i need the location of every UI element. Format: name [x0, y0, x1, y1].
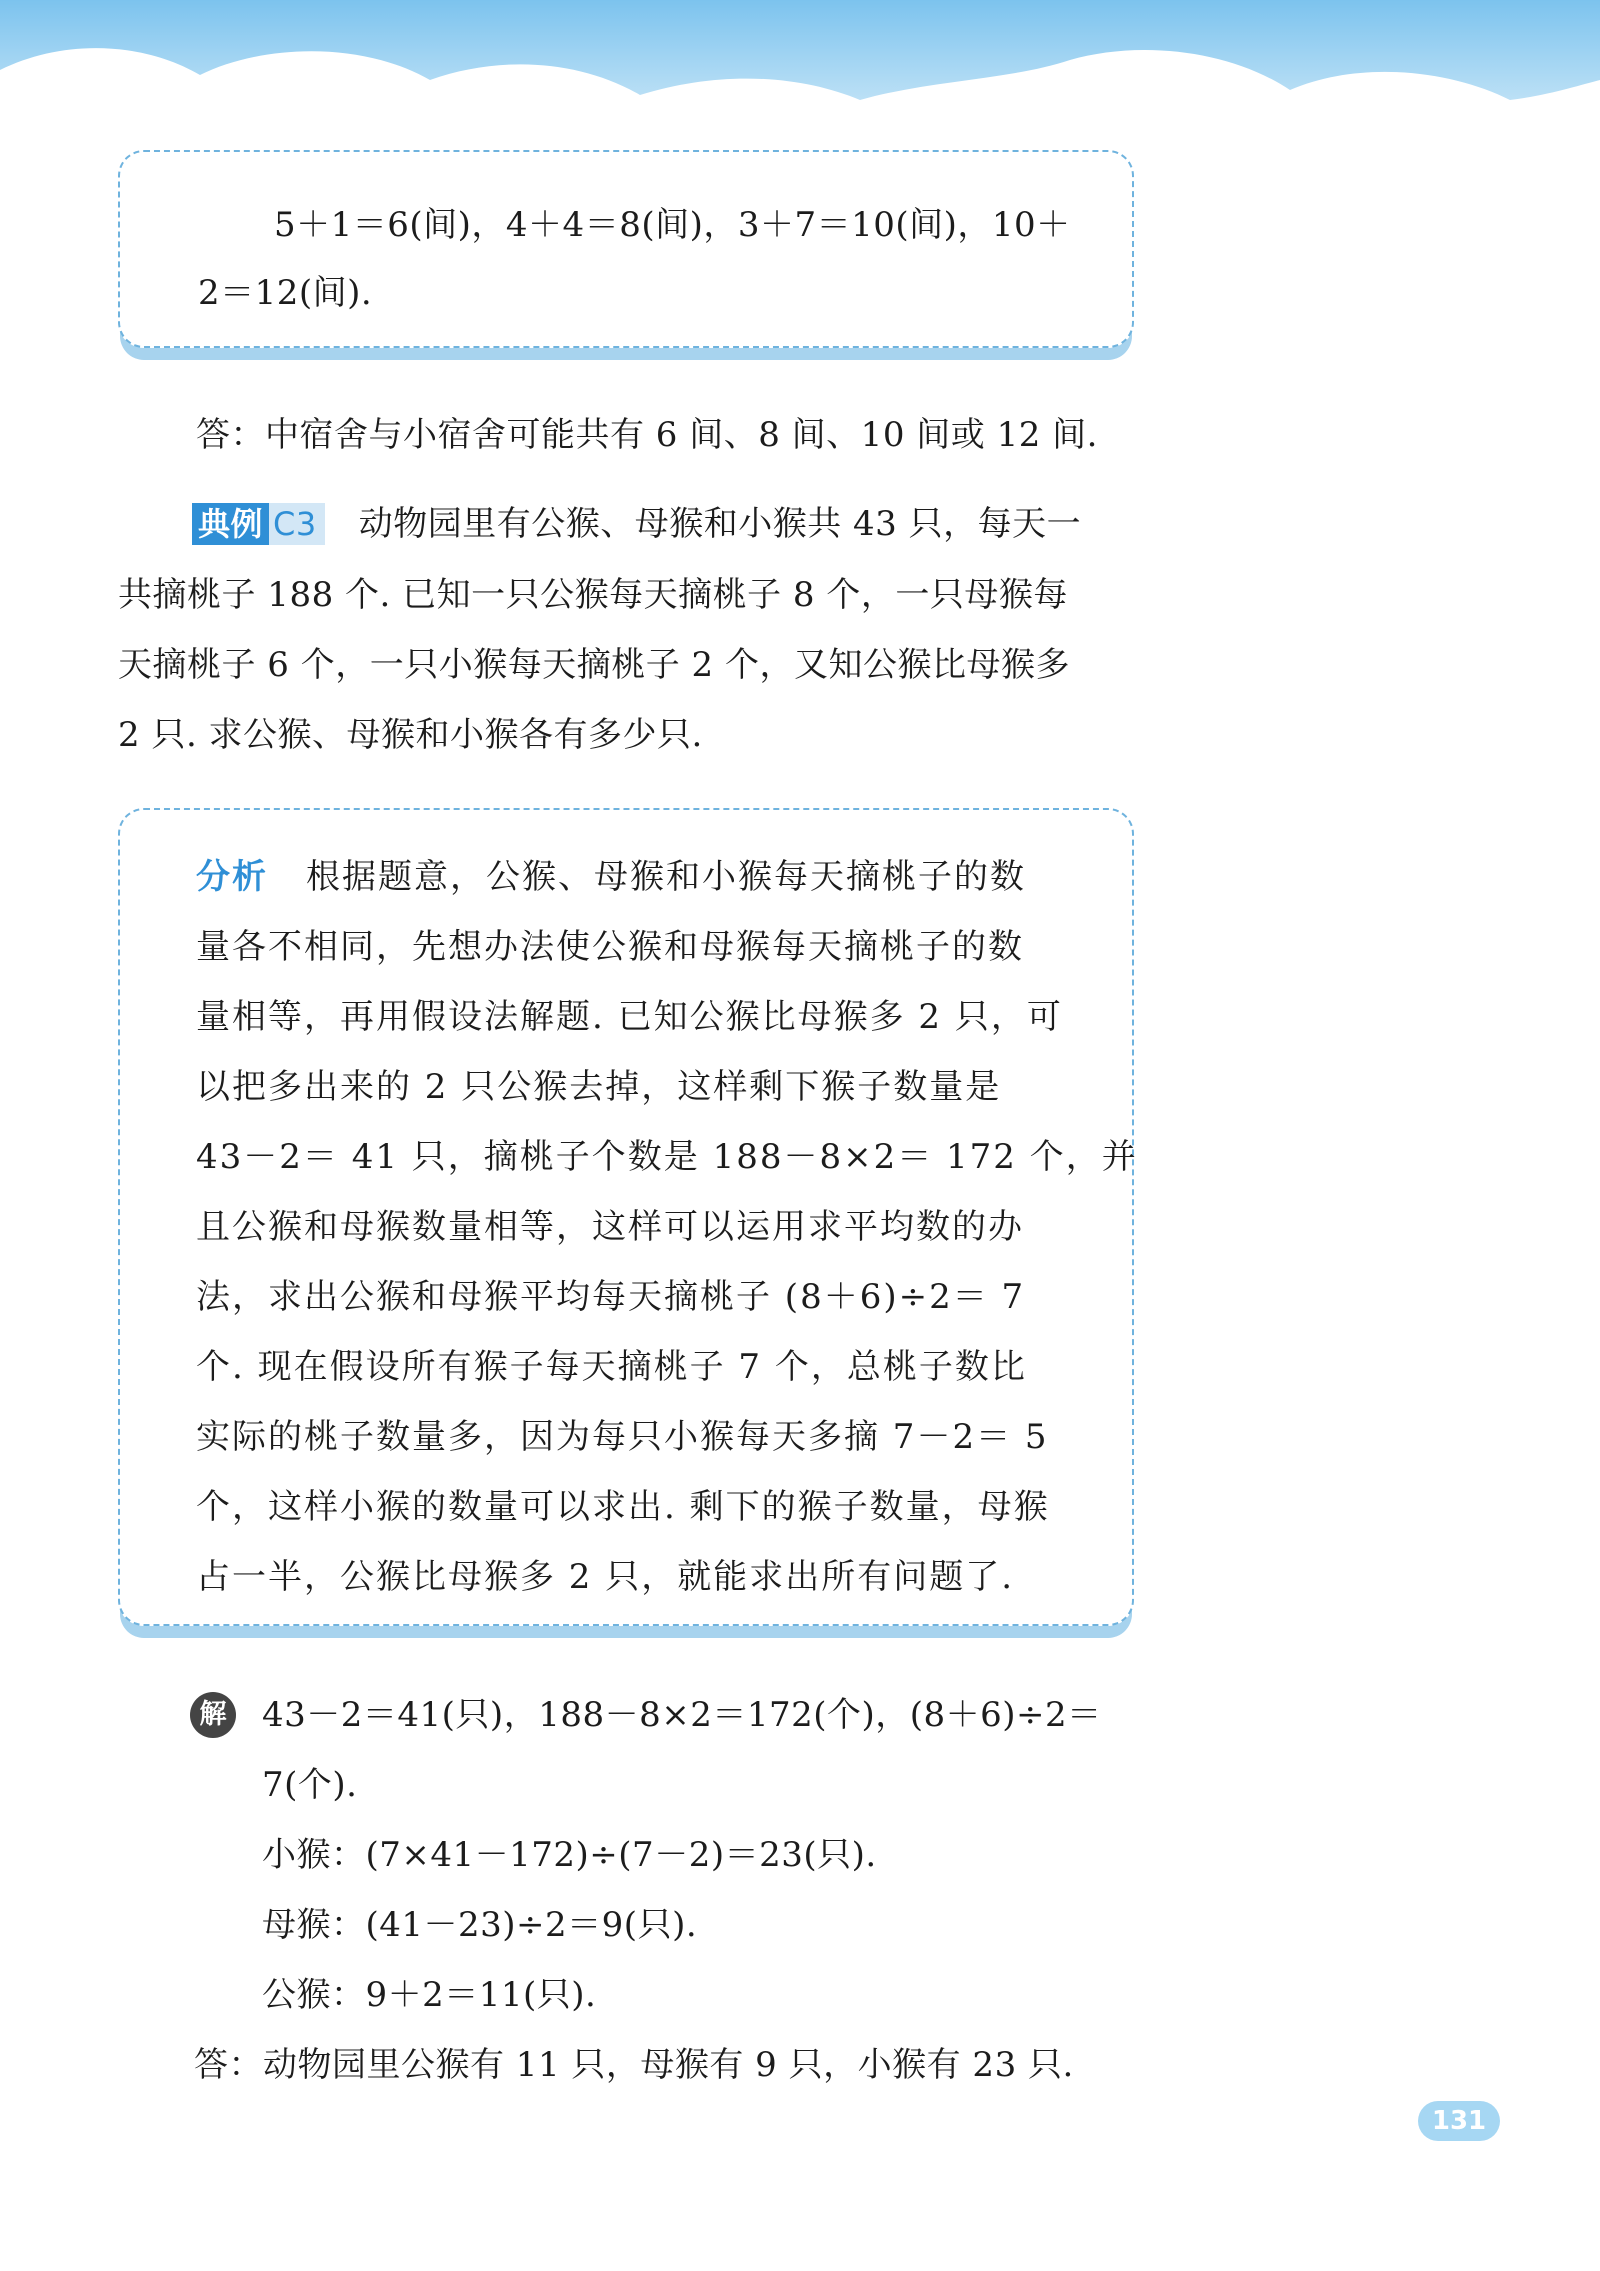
analysis-line-8: 个. 现在假设所有猴子每天摘桃子 7 个，总桃子数比: [196, 1347, 1027, 1387]
solution-line-1: 43－2＝41(只)，188－8×2＝172(个)，(8＋6)÷2＝: [262, 1695, 1102, 1735]
analysis-line-10: 个，这样小猴的数量可以求出. 剩下的猴子数量，母猴: [196, 1487, 1050, 1527]
page-number: 131: [1418, 2101, 1500, 2141]
example-code: C3: [269, 503, 325, 545]
analysis-line-6: 且公猴和母猴数量相等，这样可以运用求平均数的办: [196, 1207, 1024, 1247]
analysis-line-2: 量各不相同，先想办法使公猴和母猴每天摘桃子的数: [196, 927, 1024, 967]
calculation-box: [118, 150, 1134, 348]
analysis-line-11: 占一半，公猴比母猴多 2 只，就能求出所有问题了.: [196, 1557, 1015, 1597]
sky-header-decoration: [0, 0, 1600, 130]
solution-line-2: 7(个).: [262, 1765, 358, 1805]
example-line-1: 动物园里有公猴、母猴和小猴共 43 只，每天一: [358, 504, 1082, 544]
calc-line-2: 2＝12(间).: [198, 273, 373, 313]
example-line-4: 2 只. 求公猴、母猴和小猴各有多少只.: [118, 715, 703, 755]
solution-icon: 解: [190, 1692, 236, 1738]
solution-line-4: 母猴：(41－23)÷2＝9(只).: [262, 1905, 698, 1945]
example-line-2: 共摘桃子 188 个. 已知一只公猴每天摘桃子 8 个，一只母猴每: [118, 575, 1068, 615]
example-line-3: 天摘桃子 6 个，一只小猴每天摘桃子 2 个，又知公猴比母猴多: [118, 645, 1070, 685]
solution-line-3: 小猴：(7×41－172)÷(7－2)＝23(只).: [262, 1835, 877, 1875]
calc-line-1: 5＋1＝6(间)，4＋4＝8(间)，3＋7＝10(间)，10＋: [274, 205, 1071, 245]
analysis-line-4: 以把多出来的 2 只公猴去掉，这样剩下猴子数量是: [196, 1067, 1002, 1107]
answer-text: 答：中宿舍与小宿舍可能共有 6 间、8 间、10 间或 12 间.: [196, 415, 1098, 455]
analysis-line-3: 量相等，再用假设法解题. 已知公猴比母猴多 2 只，可: [196, 997, 1063, 1037]
example-first-line: [192, 503, 1081, 545]
analysis-text-1: 根据题意，公猴、母猴和小猴每天摘桃子的数: [306, 857, 1026, 897]
analysis-line-5: 43－2＝ 41 只，摘桃子个数是 188－8×2＝ 172 个，并: [196, 1137, 1138, 1177]
analysis-label: 分析: [196, 857, 268, 897]
solution-line-5: 公猴：9＋2＝11(只).: [262, 1975, 597, 2015]
analysis-line-7: 法，求出公猴和母猴平均每天摘桃子 (8＋6)÷2＝ 7: [196, 1277, 1026, 1317]
example-tag: 典例: [192, 503, 269, 545]
solution-answer: 答：动物园里公猴有 11 只，母猴有 9 只，小猴有 23 只.: [194, 2045, 1074, 2085]
analysis-line-1: [196, 857, 1026, 897]
analysis-line-9: 实际的桃子数量多，因为每只小猴每天多摘 7－2＝ 5: [196, 1417, 1049, 1457]
